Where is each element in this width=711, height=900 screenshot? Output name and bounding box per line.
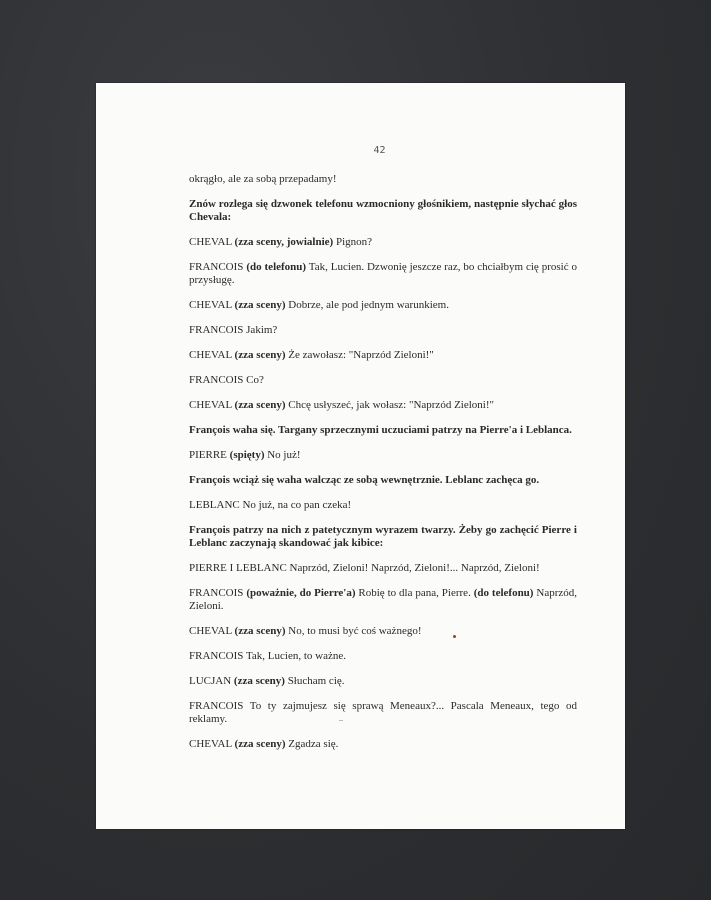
stage-direction: (zza sceny) [233,675,285,687]
dialogue-text: Naprzód, Zieloni. [189,587,577,612]
script-paragraph [189,675,577,688]
stage-direction: Znów rozlega się dzwonek telefonu wzmocniony głośnikiem, następnie słychać głos Chevala: [189,198,577,223]
dialogue-text: Tak, Lucien. Dzwonię jeszcze raz, bo chciałbym cię prosić o przysługę. [189,261,578,286]
script-paragraph [189,499,577,512]
script-paragraph [189,374,577,387]
stage-direction: (zza sceny) [234,349,286,361]
dialogue-text: CHEVAL [189,738,235,750]
dialogue-text: FRANCOIS Jakim? [189,324,278,336]
script-paragraph [189,399,577,412]
dialogue-text: No, to musi być coś ważnego! [285,625,422,637]
dialogue-text: Pignon? [333,236,373,248]
script-paragraph [189,700,577,726]
page-number: 42 [373,145,386,156]
script-paragraph [189,738,577,751]
dialogue-text: LUCJAN [189,675,234,687]
script-paragraph [189,524,577,550]
stage-direction: (spięty) [229,449,265,461]
stage-direction: François patrzy na nich z patetycznym wyrazem twarzy. Żeby go zachęcić Pierre i Leblanc zaczynają skandować jak kibice: [189,524,577,549]
stage-direction: (zza sceny) [234,738,286,750]
scan-mark [339,720,343,721]
stage-direction: (zza sceny, jowialnie) [234,236,334,248]
script-paragraph [189,650,577,663]
script-paragraph [189,474,577,487]
dialogue-text: PIERRE I LEBLANC Naprzód, Zieloni! Naprzód, Zieloni!... Naprzód, Zieloni! [189,562,540,574]
dialogue-text: Dobrze, ale pod jednym warunkiem. [285,299,449,311]
dialogue-text: CHEVAL [189,236,235,248]
dialogue-text: LEBLANC No już, na co pan czeka! [189,499,352,511]
stage-direction: (zza sceny) [234,299,286,311]
script-paragraph [189,261,577,287]
script-text [189,173,577,763]
dialogue-text: FRANCOIS Co? [189,374,264,386]
stage-direction: (zza sceny) [234,625,286,637]
dialogue-text: Zgadza się. [285,738,339,750]
dialogue-text: Chcę usłyszeć, jak wołasz: "Naprzód Zieloni!" [285,399,494,411]
stage-direction: François wciąż się waha walcząc ze sobą wewnętrznie. Leblanc zachęca go. [189,474,540,486]
script-paragraph [189,349,577,362]
dialogue-text: CHEVAL [189,625,235,637]
dialogue-text: CHEVAL [189,399,235,411]
dialogue-text: CHEVAL [189,349,235,361]
dialogue-text: FRANCOIS Tak, Lucien, to ważne. [189,650,346,662]
script-paragraph [189,236,577,249]
stage-direction: (do telefonu) [473,587,534,599]
script-paragraph [189,324,577,337]
document-page [96,83,625,829]
stage-direction: François waha się. Targany sprzecznymi uczuciami patrzy na Pierre'a i Leblanca. [189,424,572,436]
script-paragraph [189,198,577,224]
script-paragraph [189,562,577,575]
stage-direction: (do telefonu) [246,261,307,273]
dialogue-text: FRANCOIS [189,587,247,599]
dialogue-text: CHEVAL [189,299,235,311]
stage-direction: (zza sceny) [234,399,286,411]
dialogue-text: PIERRE [189,449,230,461]
dialogue-text: No już! [264,449,301,461]
dialogue-text: Że zawołasz: "Naprzód Zieloni!" [285,349,434,361]
dialogue-text: FRANCOIS To ty zajmujesz się sprawą Meneaux?... Pascala Meneaux, tego od reklamy. [189,700,577,725]
script-paragraph [189,449,577,462]
dialogue-text: Słucham cię. [284,675,345,687]
stage-direction: (poważnie, do Pierre'a) [246,587,356,599]
script-paragraph [189,625,577,638]
script-paragraph [189,299,577,312]
script-paragraph [189,587,577,613]
script-paragraph [189,173,577,186]
dialogue-text: FRANCOIS [189,261,247,273]
dialogue-text: Robię to dla pana, Pierre. [355,587,474,599]
dialogue-text: okrągło, ale za sobą przepadamy! [189,173,337,185]
script-paragraph [189,424,577,437]
ink-speck [453,635,456,638]
